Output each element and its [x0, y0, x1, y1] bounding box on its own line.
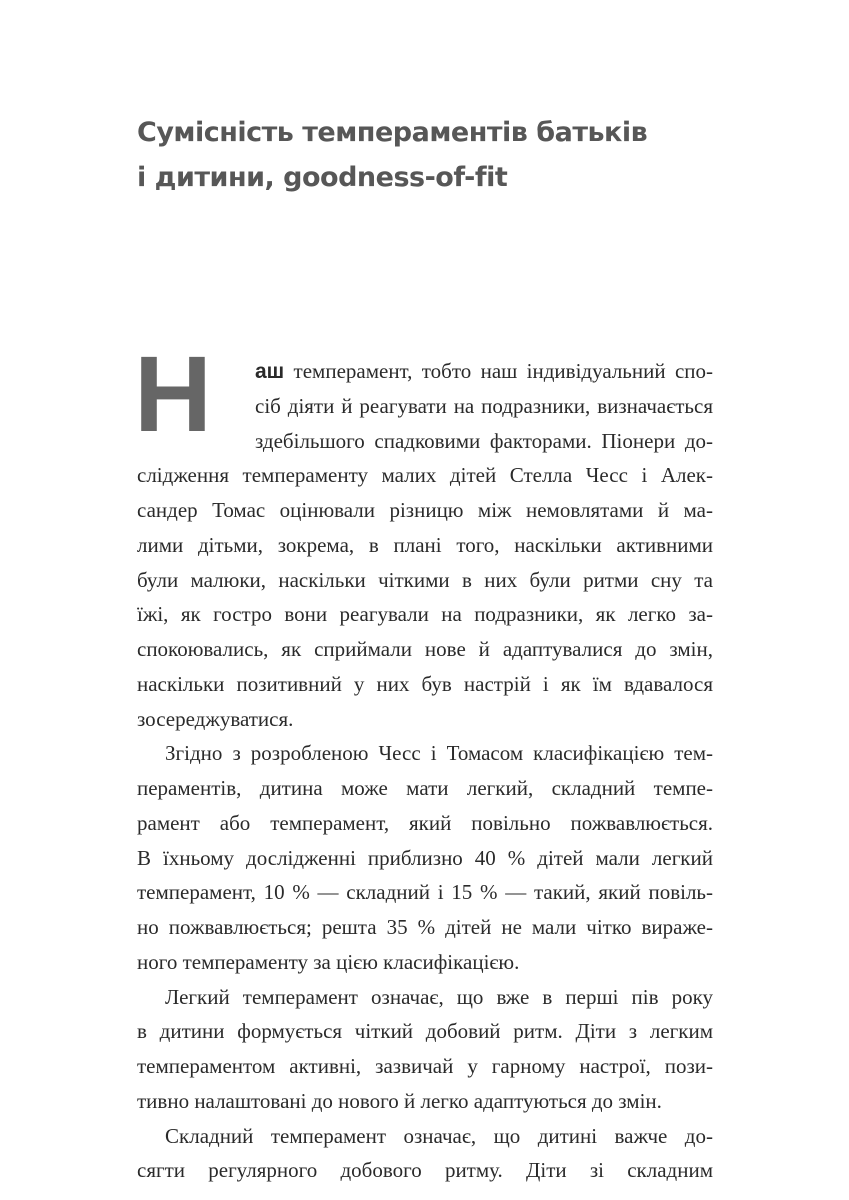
text-line-content: сіб діяти й реагувати на подразники, визначається	[255, 393, 713, 418]
text-line-content: тивно налаштовані до нового й легко адаптуються до змін.	[137, 1088, 662, 1113]
text-line	[137, 945, 713, 980]
chapter-title-line: і дитини, goodness-of-fit	[137, 162, 508, 193]
text-line	[137, 736, 713, 771]
text-line	[137, 1153, 713, 1188]
text-line-content: сандер Томас оцінювали різницю між немовлятами й ма-	[137, 498, 713, 522]
text-line-content: наскільки позитивний у них був настрій і як їм вдавалося	[137, 671, 713, 696]
drop-cap: Н	[134, 333, 212, 454]
text-line-content: темперамент, 10 % — складний і 15 % — такий, який повіль-	[137, 880, 713, 905]
text-line	[137, 424, 713, 459]
text-line-content: в дитини формується чіткий добовий ритм. Діти з легким	[137, 1019, 713, 1044]
text-line	[137, 980, 713, 1015]
text-line	[137, 1084, 713, 1119]
text-line	[137, 1119, 713, 1154]
text-line-content: ного темпераменту за цією класифікацією.	[137, 949, 520, 974]
text-line	[137, 667, 713, 702]
text-line-content: слідження темпераменту малих дітей Стелла Чесс і Алек-	[137, 463, 713, 488]
text-line	[137, 875, 713, 910]
text-line	[137, 771, 713, 806]
text-line-content: Згідно з розробленою Чесс і Томасом класифікацією тем-	[165, 741, 713, 766]
text-line-content: Складний темперамент означає, що дитині важче до-	[165, 1123, 713, 1148]
lead-word: аш	[255, 360, 285, 383]
text-line	[137, 1049, 713, 1084]
text-line-content: темпераментом активні, зазвичай у гарному настрої, пози-	[137, 1054, 713, 1078]
text-line	[137, 563, 713, 598]
text-line-content: но пожвавлюється; решта 35 % дітей не мали чітко вираже-	[137, 915, 713, 939]
text-line	[137, 1014, 713, 1049]
text-line-content: здебільшого спадковими факторами. Піонери до-	[255, 428, 713, 453]
text-line-content: Легкий темперамент означає, що вже в перші пів року	[165, 984, 713, 1009]
text-line	[137, 354, 713, 389]
text-line-content: рамент або темперамент, який повільно пожвавлюється.	[137, 810, 713, 835]
text-line	[137, 597, 713, 632]
text-line-content: їжі, як гостро вони реагували на подразники, як легко за-	[137, 602, 713, 627]
text-line-content: спокоювались, як сприймали нове й адаптувалися до змін,	[137, 637, 713, 661]
text-line-content: темперамент, тобто наш індивідуальний спо-	[284, 359, 713, 383]
text-line-content: були малюки, наскільки чіткими в них були ритми сну та	[137, 567, 713, 592]
text-line	[137, 528, 713, 563]
text-line	[137, 389, 713, 424]
text-line	[137, 458, 713, 493]
body-text	[137, 354, 713, 1188]
text-line	[137, 702, 713, 737]
text-line-content: пераментів, дитина може мати легкий, складний темпе-	[137, 776, 713, 800]
text-line-content: сягти регулярного добового ритму. Діти зі складним	[137, 1158, 713, 1183]
chapter-title-line: Сумісність темпераментів батьків	[137, 117, 648, 148]
chapter-title	[137, 110, 647, 200]
text-line	[137, 493, 713, 528]
text-line	[137, 806, 713, 841]
text-line	[137, 632, 713, 667]
text-line-content: В їхньому дослідженні приблизно 40 % дітей мали легкий	[137, 845, 713, 870]
text-line	[137, 841, 713, 876]
text-line	[137, 910, 713, 945]
text-line-content: зосереджуватися.	[137, 706, 294, 731]
text-line-content: лими дітьми, зокрема, в плані того, наскільки активними	[137, 532, 713, 557]
